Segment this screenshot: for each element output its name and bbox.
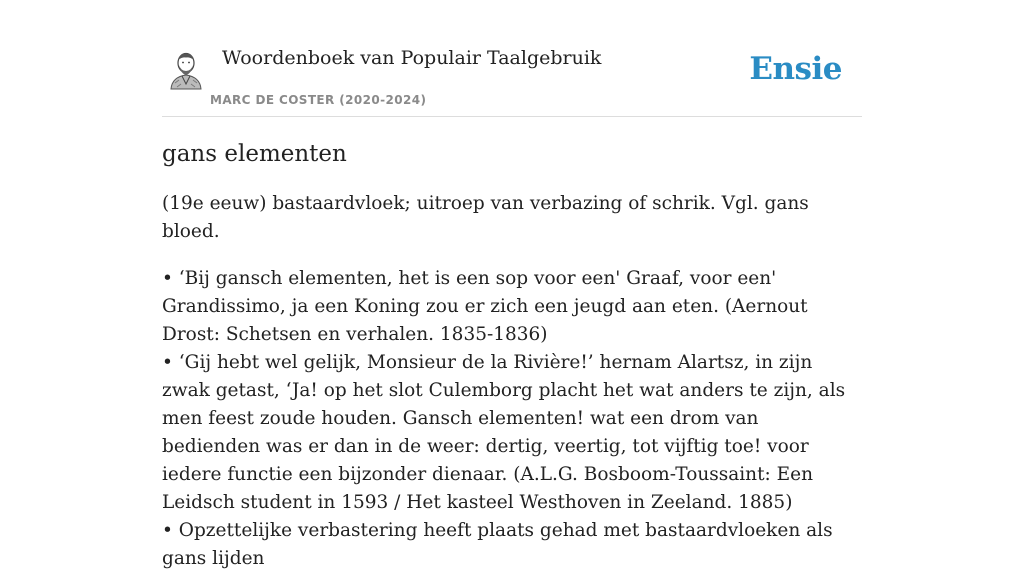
ensie-logo[interactable]: Ensie	[749, 51, 842, 87]
entry-title: gans elementen	[162, 141, 347, 167]
author-credit: MARC DE COSTER (2020-2024)	[210, 93, 427, 107]
quote-item: • ‘Bij gansch elementen, het is een sop voor een' Graaf, voor een' Grandissimo, ja een Koning zou er zich een jeugd aan eten. (Aernout Drost: Schetsen en verhalen. 1835-1836)	[162, 268, 808, 345]
quote-item: • Opzettelijke verbastering heeft plaats gehad met bastaardvloeken als gans lijden	[162, 520, 833, 569]
entry-content	[162, 136, 862, 573]
author-portrait-icon	[168, 50, 204, 90]
site-header	[162, 0, 862, 117]
quote-item: • ‘Gij hebt wel gelijk, Monsieur de la Rivière!’ hernam Alartsz, in zijn zwak getast, ‘Ja! op het slot Culemborg placht het wat anders te zijn, als men feest zoude houden. Gansch elementen! wat een drom van bedienden was er dan in de weer: dertig, veertig, tot vijftig toe! voor iedere functie een bijzonder dienaar. (A.L.G. Bosboom-Toussaint: Een Leidsch student in 1593 / Het kasteel Westhoven in Zeeland. 1885)	[162, 352, 846, 513]
dictionary-title[interactable]: Woordenboek van Populair Taalgebruik	[222, 47, 602, 69]
entry-definition: (19e eeuw) bastaardvloek; uitroep van verbazing of schrik. Vgl. gans bloed.	[162, 193, 809, 242]
quote-list	[162, 265, 862, 573]
